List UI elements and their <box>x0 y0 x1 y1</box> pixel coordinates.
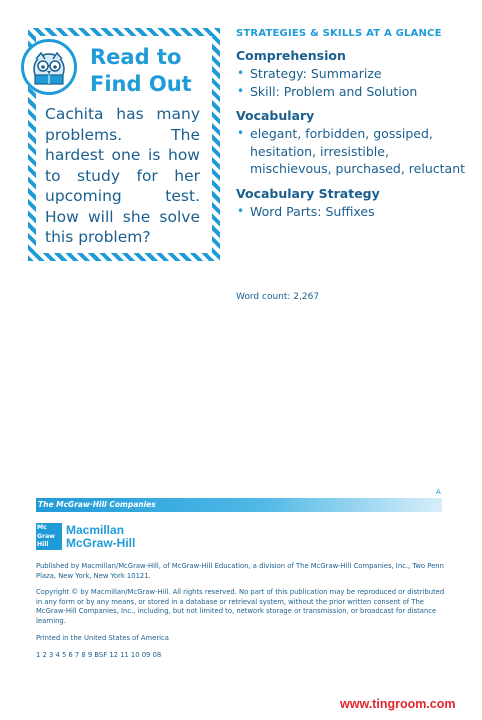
publisher-bar-text: The McGraw·Hill Companies <box>38 500 156 509</box>
vocabulary-strategy-section <box>236 186 466 221</box>
owl-reading-icon <box>21 39 77 95</box>
owl-svg <box>27 47 71 87</box>
read-to-find-out-title <box>90 44 200 98</box>
copyright-text: Copyright © by Macmillan/McGraw-Hill. All rights reserved. No part of this publication may be reproduced or distributed in any form or by any means, or stored in a database or retrieval system, without the prior written consent of The McGraw-Hill Companies, Inc., including, but not limited to, network storage or transmission, or broadcast for distance learning. <box>36 588 445 625</box>
word-count: Word count: 2,267 <box>236 292 320 302</box>
printed-in-text: Printed in the United States of America <box>36 634 169 642</box>
bullet-icon: • <box>237 126 245 140</box>
logo-name-line-2: McGraw-Hill <box>66 536 136 550</box>
watermark-url: www.tingroom.com <box>340 697 456 711</box>
vocabulary-words: elegant, forbidden, gossiped, hesitation, irresistible, mischievous, purchased, reluctant <box>250 126 466 176</box>
logo-line-1: Mc <box>37 524 47 531</box>
list-item <box>236 65 466 83</box>
mcgraw-hill-logo-icon <box>36 523 62 550</box>
publisher-bar <box>36 498 442 512</box>
read-to-find-out-question: Cachita has many problems. The hardest one is how to study for her upcoming test. How will she solve this problem? <box>45 105 200 246</box>
publisher-logo-name <box>66 524 135 550</box>
title-line-1: Read to <box>90 45 182 69</box>
print-line: 1 2 3 4 5 6 7 8 9 BSF 12 11 10 09 08 <box>36 651 162 659</box>
comprehension-title: Comprehension <box>236 48 346 63</box>
vocabulary-strategy-title: Vocabulary Strategy <box>236 185 380 201</box>
vocabulary-strategy-item: Word Parts: Suffixes <box>250 203 375 219</box>
logo-line-3: Hill <box>37 541 49 548</box>
strategies-skills-heading: STRATEGIES & SKILLS AT A GLANCE <box>236 28 442 39</box>
vocabulary-title: Vocabulary <box>236 108 315 123</box>
bullet-icon: • <box>237 83 245 98</box>
comprehension-skill: Skill: Problem and Solution <box>250 83 418 99</box>
bullet-icon: • <box>237 66 245 80</box>
comprehension-strategy: Strategy: Summarize <box>250 66 382 81</box>
title-line-2: Find Out <box>90 72 192 96</box>
list-item <box>236 203 466 221</box>
logo-line-2: Graw <box>37 532 56 540</box>
comprehension-section <box>236 48 466 100</box>
corner-letter: A <box>436 488 441 496</box>
vocabulary-section <box>236 108 466 178</box>
published-by-text: Published by Macmillan/McGraw-Hill, of McGraw-Hill Education, a division of The McGraw-Hill Companies, Inc., Two Penn Plaza, New York, New York 10121. <box>36 562 444 580</box>
list-item <box>236 125 466 178</box>
strategies-skills-column <box>236 28 466 228</box>
logo-name-line-1: Macmillan <box>66 523 125 537</box>
bullet-icon: • <box>237 203 245 218</box>
list-item <box>236 83 466 101</box>
